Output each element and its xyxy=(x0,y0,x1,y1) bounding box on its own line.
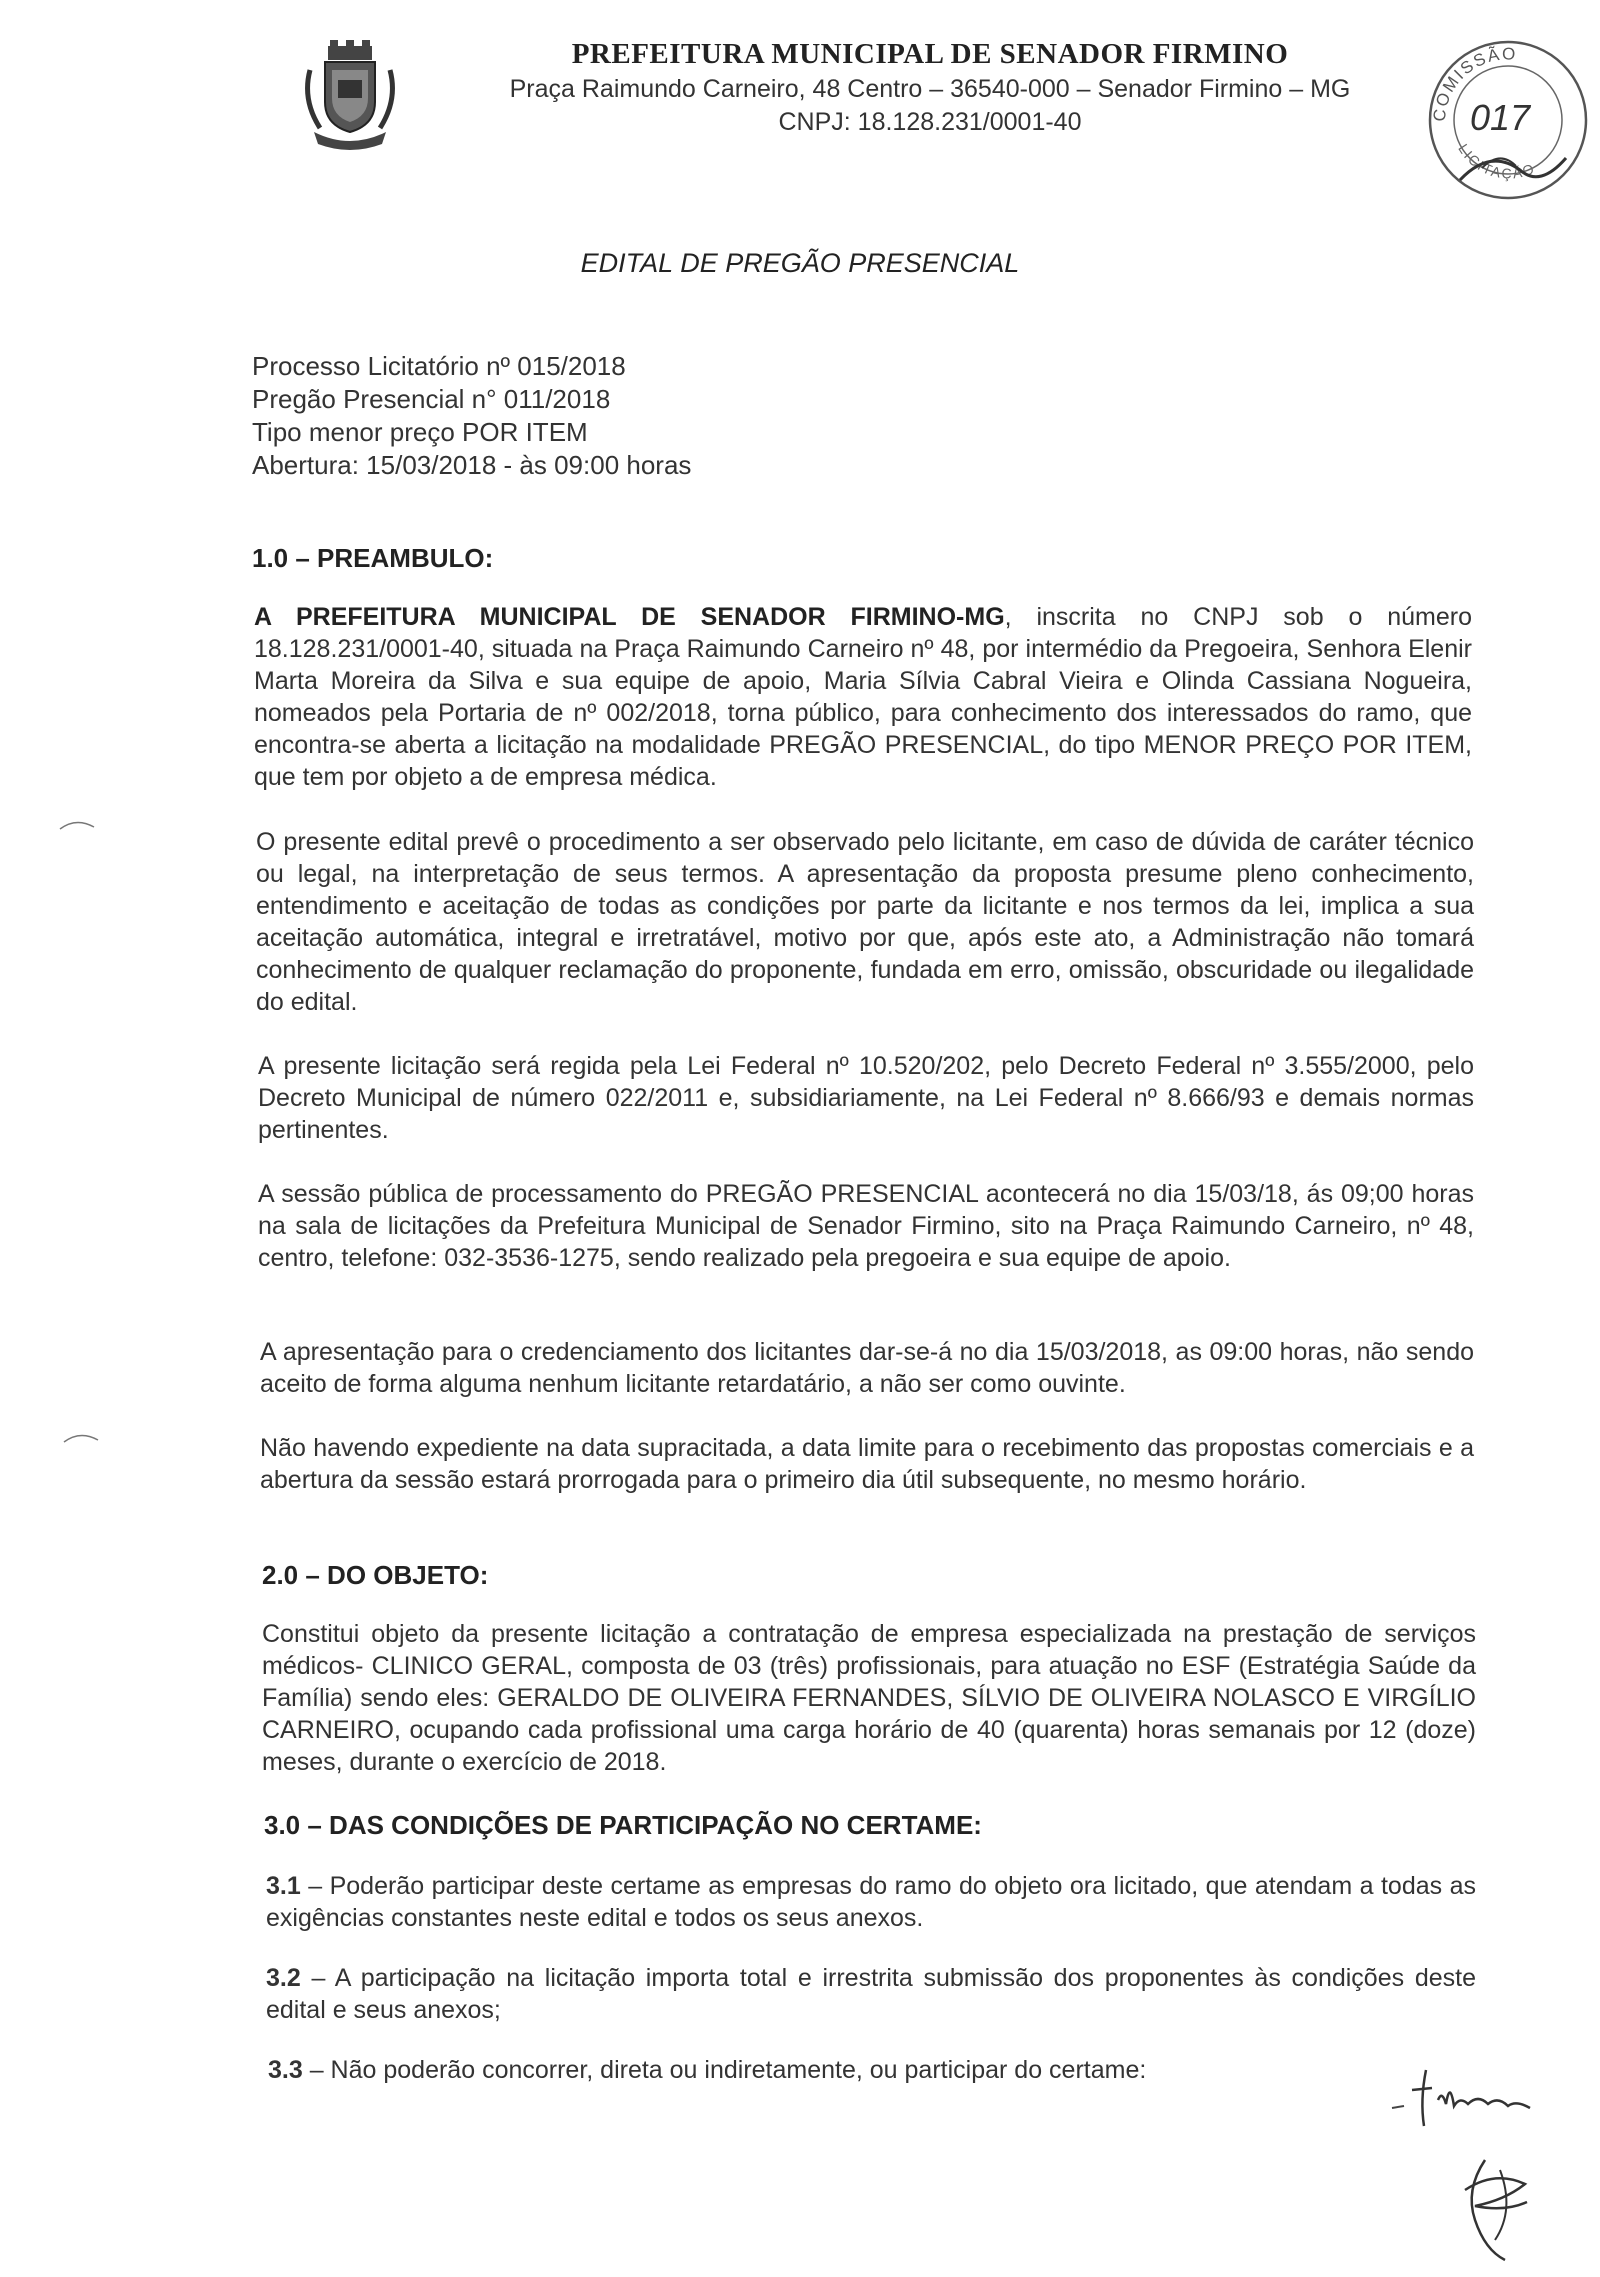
margin-mark-icon xyxy=(58,815,98,835)
clause-text: – Poderão participar deste certame as empresas do ramo do objeto ora licitado, que atendam a todas as exigências constantes neste edital e todos os seus anexos. xyxy=(266,1872,1476,1932)
clause-text: – Não poderão concorrer, direta ou indiretamente, ou participar do certame: xyxy=(302,2056,1147,2084)
process-info xyxy=(252,350,691,482)
clause-number: 3.3 xyxy=(268,2056,303,2084)
preamble-body: , inscrita no CNPJ sob o número 18.128.231/0001-40, situada na Praça Raimundo Carneiro nº 48, por intermédio da Pregoeira, Senhora Elenir Marta Moreira da Silva e sua equipe de apoio, Maria Sílvia Cabral Vieira e Olinda Cassiana Nogueira, nomeados pela Portaria de nº 002/2018, torna público, para conhecimento dos interessados do ramo, que encontra-se aberta a licitação na modalidade PREGÃO PRESENCIAL, do tipo MENOR PREÇO POR ITEM, que tem por objeto a de empresa médica. xyxy=(254,603,1472,791)
clause-3-2 xyxy=(266,1962,1476,2026)
preamble-paragraph-4: A sessão pública de processamento do PREGÃO PRESENCIAL acontecerá no dia 15/03/18, ás 09;00 horas na sala de licitações da Prefeitura Municipal de Senador Firmino, sito na Praça Raimundo Carneiro, nº 48, centro, telefone: 032-3536-1275, sendo realizado pela pregoeira e sua equipe de apoio. xyxy=(258,1180,1474,1272)
opening-date: Abertura: 15/03/2018 - às 09:00 horas xyxy=(252,450,692,480)
clause-number: 3.1 xyxy=(266,1872,301,1900)
preamble-paragraph-3: A presente licitação será regida pela Lei Federal nº 10.520/202, pelo Decreto Federal nº 3.555/2000, pelo Decreto Municipal de número 022/2011 e, subsidiariamente, na Lei Federal nº 8.666/93 e demais normas pertinentes. xyxy=(258,1052,1474,1144)
preamble-paragraph-6: Não havendo expediente na data supracitada, a data limite para o recebimento das propostas comerciais e a abertura da sessão estará prorrogada para o primeiro dia útil subsequente, no mesmo horário. xyxy=(260,1434,1474,1494)
preamble-entity-name: A PREFEITURA MUNICIPAL DE SENADOR FIRMINO-MG xyxy=(254,603,1005,631)
preamble-paragraph-5: A apresentação para o credenciamento dos licitantes dar-se-á no dia 15/03/2018, as 09:00 horas, não sendo aceito de forma alguma nenhum licitante retardatário, a não ser como ouvinte. xyxy=(260,1338,1474,1398)
clause-3-1 xyxy=(266,1870,1476,1934)
clause-3-3 xyxy=(268,2054,1388,2086)
pregao-number: Pregão Presencial n° 011/2018 xyxy=(252,384,611,414)
institution-address: Praça Raimundo Carneiro, 48 Centro – 36540-000 – Senador Firmino – MG xyxy=(509,75,1351,103)
letterhead xyxy=(440,38,1420,137)
object-paragraph: Constitui objeto da presente licitação a contratação de empresa especializada na prestação de serviços médicos- CLINICO GERAL, composta de 03 (três) profissionais, para atuação no ESF (Estratégia Saúde da Família) sendo eles: GERALDO DE OLIVEIRA FERNANDES, SÍLVIO DE OLIVEIRA NOLASCO E VIRGÍLIO CARNEIRO, ocupando cada profissional uma carga horário de 40 (quarenta) horas semanais por 12 (doze) meses, durante o exercício de 2018. xyxy=(262,1620,1476,1776)
margin-mark-icon xyxy=(62,1428,102,1448)
stamp-number: 017 xyxy=(1469,97,1531,138)
stamp-bottom-text: LICITAÇÃO xyxy=(1455,140,1538,182)
clause-text: – A participação na licitação importa total e irrestrita submissão dos proponentes às condições deste edital e seus anexos; xyxy=(266,1964,1476,2024)
preamble-paragraph-2: O presente edital prevê o procedimento a ser observado pelo licitante, em caso de dúvida de caráter técnico ou legal, na interpretação de seus termos. A apresentação da proposta presume pleno conhecimento, entendimento e aceitação de todas as condições por parte da licitante e nos termos da lei, implica a sua aceitação automática, integral e irretratável, motivo por que, após este ato, a Administração não tomará conhecimento de qualquer reclamação do proponente, fundada em erro, omissão, obscuridade ou ilegalidade do edital. xyxy=(256,828,1474,1016)
section-1-heading: 1.0 – PREAMBULO: xyxy=(252,543,494,573)
document-title: EDITAL DE PREGÃO PRESENCIAL xyxy=(580,248,1020,278)
bid-type: Tipo menor preço POR ITEM xyxy=(252,417,588,447)
process-number: Processo Licitatório nº 015/2018 xyxy=(252,351,626,381)
clause-number: 3.2 xyxy=(266,1964,301,1992)
stamp-top-text: COMISSÃO xyxy=(1429,44,1518,123)
section-2-heading: 2.0 – DO OBJETO: xyxy=(262,1560,489,1590)
institution-cnpj: CNPJ: 18.128.231/0001-40 xyxy=(778,108,1082,136)
section-3-heading: 3.0 – DAS CONDIÇÕES DE PARTICIPAÇÃO NO CERTAME: xyxy=(264,1810,982,1840)
commission-stamp-icon xyxy=(1420,30,1595,205)
handwritten-initials-icon xyxy=(1445,2150,1545,2265)
institution-name: PREFEITURA MUNICIPAL DE SENADOR FIRMINO xyxy=(571,38,1289,70)
handwritten-signature-icon xyxy=(1390,2060,1540,2130)
municipal-coat-of-arms-icon xyxy=(300,40,400,155)
preamble-paragraph-1 xyxy=(254,601,1472,793)
